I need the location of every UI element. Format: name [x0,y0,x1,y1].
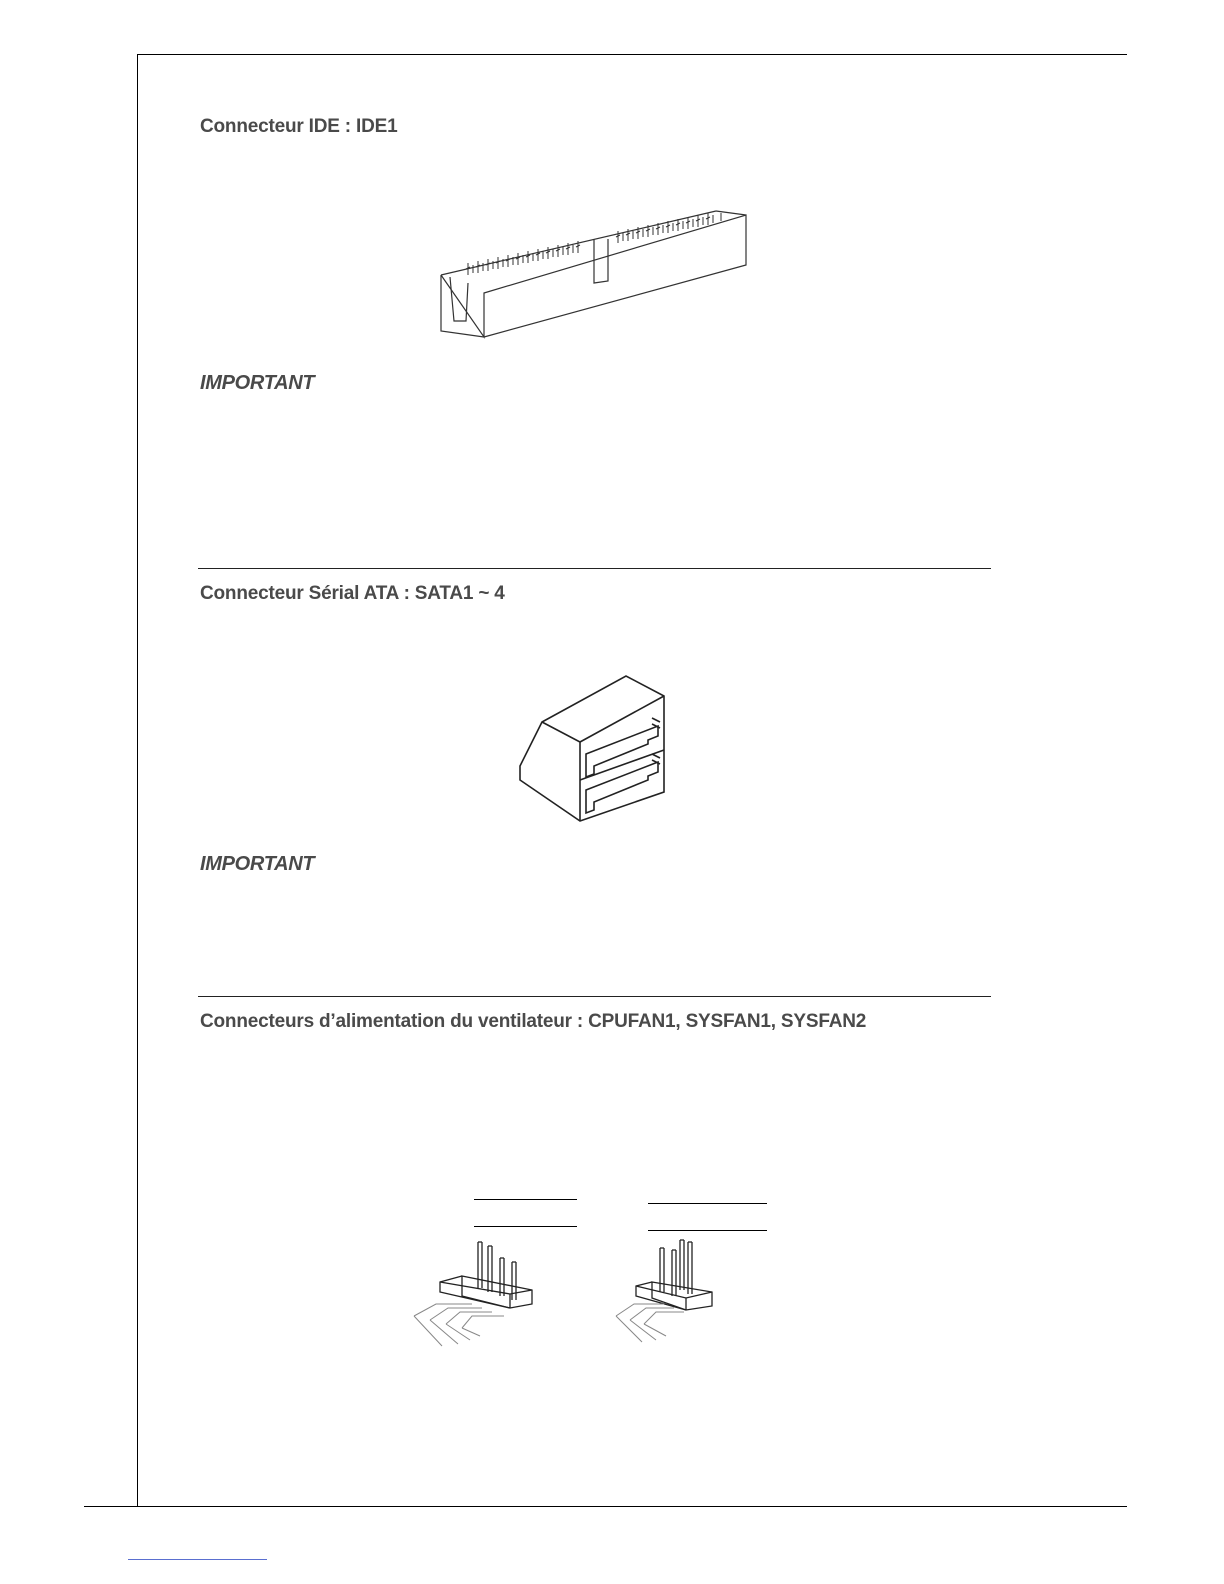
ide-connector-icon [436,203,751,340]
sata-important-title: IMPORTANT [200,853,315,875]
fan4-label-line-2 [474,1226,577,1227]
frame-bottom-rule [84,1506,1127,1507]
sata-connector-icon [516,674,668,824]
fan3-label-line-2 [648,1230,767,1231]
fan-heading: Connecteurs d’alimentation du ventilateur : CPUFAN1, SYSFAN1, SYSFAN2 [200,1011,867,1032]
section-divider-1 [198,568,991,569]
frame-top-rule [137,54,1127,55]
ide-important-title: IMPORTANT [200,372,315,394]
fan-4pin-connector-icon [412,1236,534,1348]
footer-link-underline [128,1559,267,1560]
fan4-label-line-1 [474,1199,577,1200]
fan3-label-line-1 [648,1203,767,1204]
frame-left-rule [137,54,138,1506]
fan-3pin-connector-icon [614,1236,716,1346]
ide-heading: Connecteur IDE : IDE1 [200,116,398,137]
sata-heading: Connecteur Sérial ATA : SATA1 ~ 4 [200,583,505,604]
section-divider-2 [198,996,991,997]
